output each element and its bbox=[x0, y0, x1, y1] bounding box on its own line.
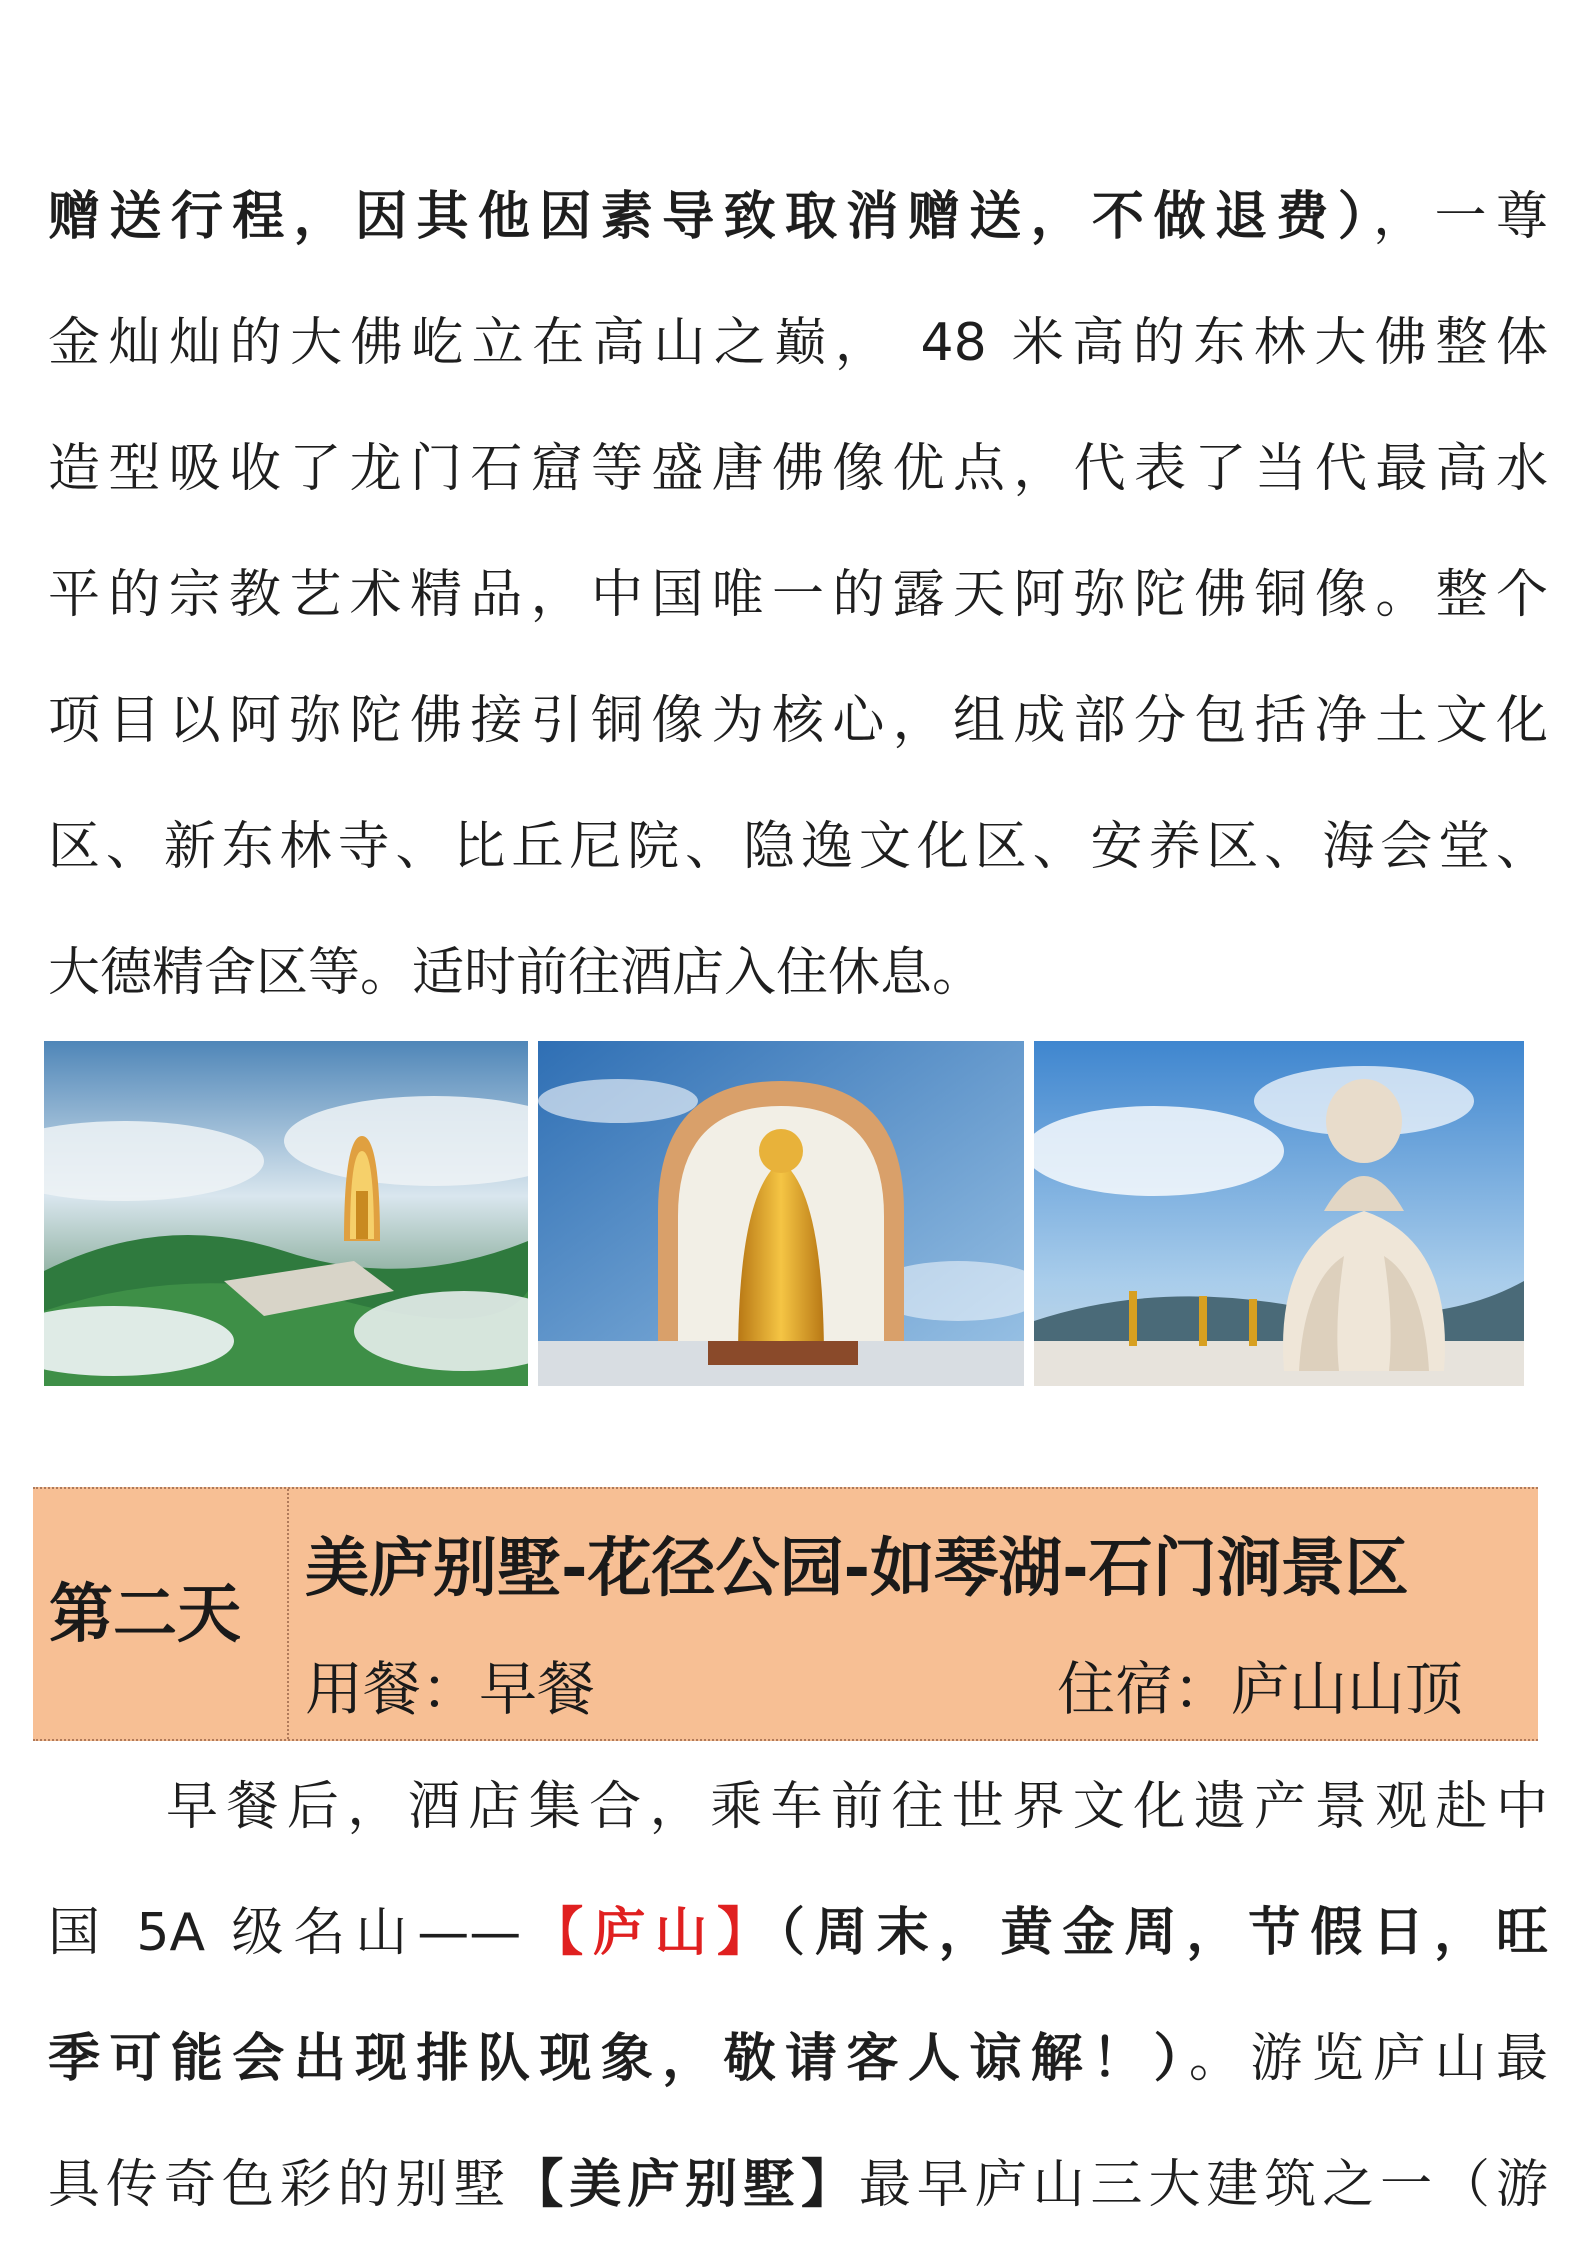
intro-line bbox=[48, 658, 1548, 784]
body-bold-text: （周末，黄金周，节假日，旺 bbox=[778, 1903, 1548, 1963]
body-line bbox=[48, 1744, 1548, 1870]
day-stay: 住宿：庐山山顶 bbox=[1057, 1655, 1464, 1723]
body-text: 国 5A 级名山—— bbox=[48, 1903, 522, 1963]
intro-line bbox=[48, 406, 1548, 532]
body-red-text: 【庐山】 bbox=[521, 1903, 779, 1963]
body-line bbox=[48, 1996, 1548, 2122]
body-text: 早餐后，酒店集合，乘车前往世界文化遗产景观赴中 bbox=[166, 1777, 1548, 1837]
intro-text: ，一尊 bbox=[1373, 187, 1548, 247]
intro-text: 造型吸收了龙门石窟等盛唐佛像优点，代表了当代最高水 bbox=[48, 439, 1548, 499]
intro-line bbox=[48, 154, 1548, 280]
photo-gallery bbox=[44, 1041, 1530, 1386]
photo-aerial-buddha bbox=[44, 1041, 528, 1386]
body-paragraph bbox=[48, 1744, 1548, 2248]
intro-text: 金灿灿的大佛屹立在高山之巅， 48 米高的东林大佛整体 bbox=[48, 313, 1548, 373]
intro-line bbox=[48, 280, 1548, 406]
day-header-box bbox=[33, 1487, 1538, 1741]
intro-paragraph bbox=[48, 154, 1548, 1036]
intro-text: 项目以阿弥陀佛接引铜像为核心，组成部分包括净土文化 bbox=[48, 691, 1548, 751]
photo-golden-buddha bbox=[538, 1041, 1024, 1386]
intro-text: 平的宗教艺术精品，中国唯一的露天阿弥陀佛铜像。整个 bbox=[48, 565, 1548, 625]
body-text: 最早庐山三大建筑之一（游 bbox=[858, 2155, 1548, 2215]
body-line bbox=[48, 1870, 1548, 1996]
day-divider bbox=[287, 1489, 289, 1739]
body-bold-text: 季可能会出现排队现象，敬请客人谅解！） bbox=[48, 2029, 1189, 2089]
day-route: 美庐别墅-花径公园-如琴湖-石门涧景区 bbox=[305, 1532, 1409, 1606]
intro-line bbox=[48, 532, 1548, 658]
body-line bbox=[48, 2122, 1548, 2248]
intro-text: 大德精舍区等。适时前往酒店入住休息。 bbox=[48, 943, 985, 1003]
intro-text: 区、新东林寺、比丘尼院、隐逸文化区、安养区、海会堂、 bbox=[48, 817, 1548, 877]
intro-line bbox=[48, 910, 1548, 1036]
body-text: 。游览庐山最 bbox=[1188, 2029, 1548, 2089]
day-meal: 用餐：早餐 bbox=[305, 1655, 596, 1723]
body-text: 具传奇色彩的别墅 bbox=[48, 2155, 512, 2215]
day-label: 第二天 bbox=[49, 1578, 241, 1652]
intro-line bbox=[48, 784, 1548, 910]
photo-monk-statue bbox=[1034, 1041, 1524, 1386]
intro-bold-text: 赠送行程，因其他因素导致取消赠送，不做退费） bbox=[48, 187, 1374, 247]
body-bold-text: 【美庐别墅】 bbox=[511, 2155, 859, 2215]
